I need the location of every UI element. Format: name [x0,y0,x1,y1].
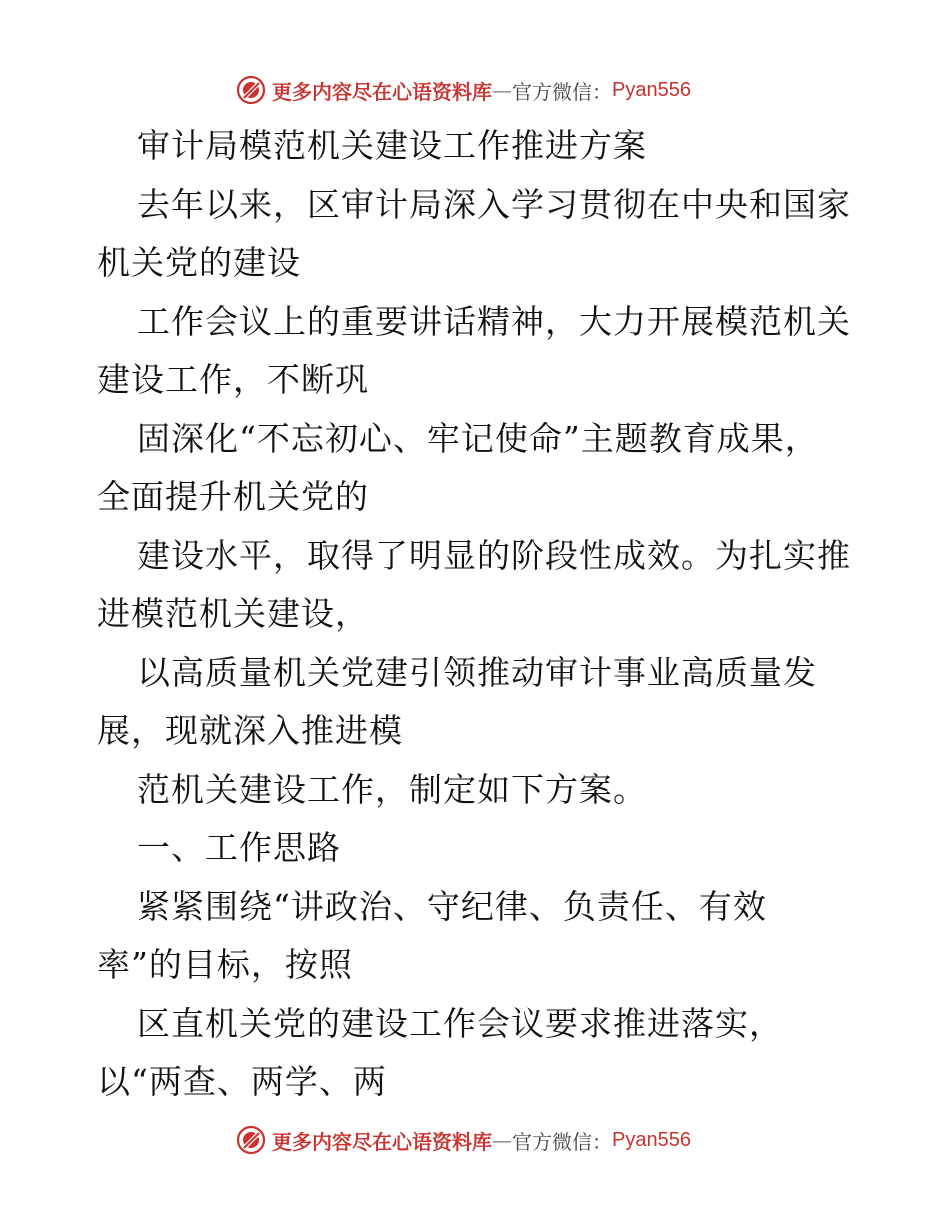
text-line: 以高质量机关党建引领推动审计事业高质量发 [137,652,817,692]
section-heading: 一、工作思路 [137,828,341,867]
seal-logo-icon [236,1125,266,1155]
text-line: 率”的目标，按照 [97,945,353,984]
watermark-wechat-id: Pyan556 [612,1128,691,1151]
watermark-main-text: 更多内容尽在心语资料库 [272,1129,492,1154]
watermark-wechat-label: 官方微信： [512,79,612,104]
text-line: 以“两查、两学、两 [97,1062,387,1101]
watermark-wechat-id: Pyan556 [612,78,691,101]
text-line: 去年以来，区审计局深入学习贯彻在中央和国家 [137,184,851,224]
text-line: 进模范机关建设， [97,594,369,633]
watermark-dash: — [492,78,512,102]
footer-watermark [236,1123,691,1157]
text-line: 区直机关党的建设工作会议要求推进落实， [137,1003,783,1043]
text-line: 紧紧围绕“讲政治、守纪律、负责任、有效 [137,886,767,926]
seal-logo-icon [236,75,266,105]
watermark-main-text: 更多内容尽在心语资料库 [272,79,492,104]
text-line: 范机关建设工作，制定如下方案。 [137,769,647,809]
text-line: 建设工作，不断巩 [97,360,369,399]
text-line: 建设水平，取得了明显的阶段性成效。为扎实推 [137,535,851,575]
text-line: 机关党的建设 [97,243,301,282]
watermark-dash: — [492,1128,512,1152]
text-line: 全面提升机关党的 [97,477,369,516]
text-line: 固深化“不忘初心、牢记使命”主题教育成果， [137,418,819,458]
text-line: 展，现就深入推进模 [97,711,403,750]
watermark-wechat-label: 官方微信： [512,1129,612,1154]
document-body [97,117,867,1112]
text-line: 工作会议上的重要讲话精神，大力开展模范机关 [137,301,851,341]
document-title: 审计局模范机关建设工作推进方案 [137,126,647,165]
header-watermark [236,73,691,107]
